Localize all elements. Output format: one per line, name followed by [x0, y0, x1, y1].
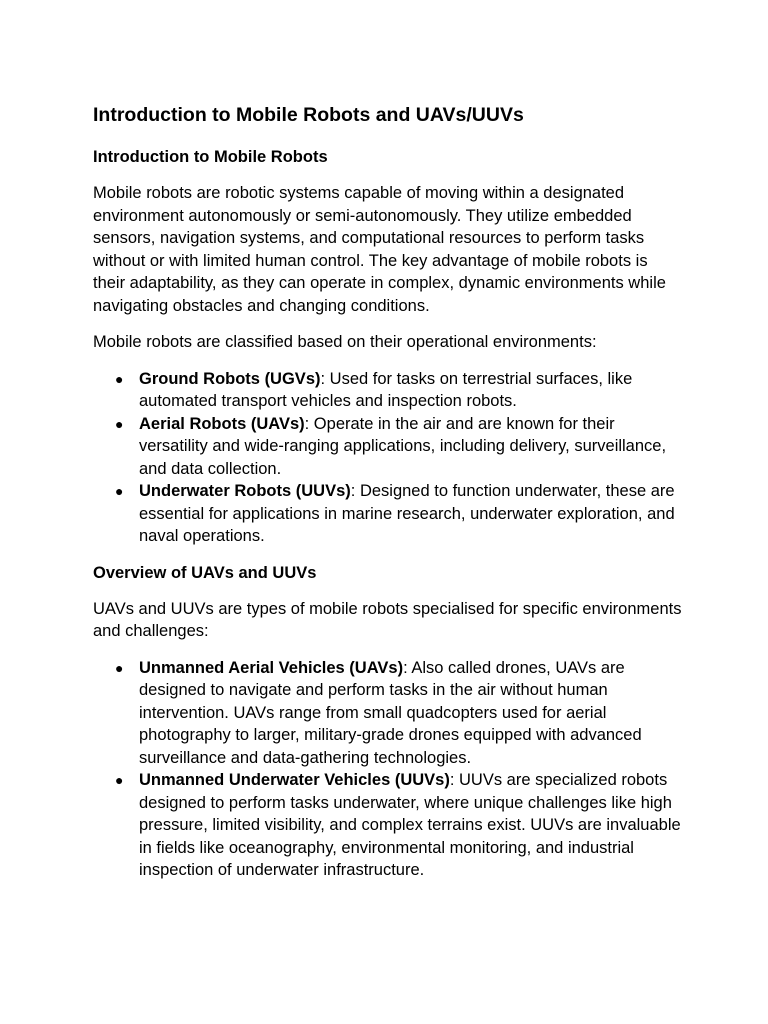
list-item-text: : Also called drones, UAVs are designed to navigate and perform tasks in the air without human intervention. UAVs range from small quadcopters used for aerial photography to larger, military-grade drones equipped with advanced surveillance and data-gathering technologies. — [139, 658, 642, 767]
robot-types-list — [93, 368, 683, 548]
list-item-term: Unmanned Underwater Vehicles (UUVs) — [139, 771, 450, 789]
bullet-icon: ● — [115, 659, 124, 676]
bullet-icon: ● — [115, 483, 124, 499]
list-item-text: : Operate in the air and are known for their versatility and wide-ranging applications, including delivery, surveillance, and data collection. — [139, 414, 667, 478]
list-item — [93, 657, 683, 770]
list-item — [93, 413, 683, 481]
bullet-icon: ● — [115, 370, 124, 387]
list-item — [93, 769, 683, 882]
overview-paragraph: UAVs and UUVs are types of mobile robots specialised for specific environments and challenges: — [93, 599, 682, 640]
list-item-term: Underwater Robots (UUVs) — [139, 482, 351, 500]
list-item-term: Ground Robots (UGVs) — [139, 369, 321, 388]
list-item-term: Unmanned Aerial Vehicles (UAVs) — [139, 658, 404, 677]
vehicle-types-list — [93, 657, 683, 882]
intro-paragraph: Mobile robots are robotic systems capable of moving within a designated environment autonomously or semi-autonomously. They utilize embedded sensors, navigation systems, and computational resources to perform tasks without or with limited human control. The key advantage of mobile robots is their adaptability, as they can operate in complex, dynamic environments while navigating obstacles and changing conditions. — [93, 184, 666, 315]
document-title: Introduction to Mobile Robots and UAVs/UUVs — [93, 104, 524, 126]
bullet-icon: ● — [115, 772, 124, 788]
section-heading-overview: Overview of UAVs and UUVs — [93, 563, 317, 582]
list-item-term: Aerial Robots (UAVs) — [139, 414, 305, 433]
document-page — [93, 100, 683, 896]
classification-paragraph: Mobile robots are classified based on their operational environments: — [93, 333, 597, 351]
list-item-text: : UUVs are specialized robots designed to perform tasks underwater, where unique challenges like high pressure, limited visibility, and complex terrains exist. UUVs are invaluable in fields like oceanography, environmental monitoring, and industrial inspection of underwater infrastructure. — [139, 771, 681, 879]
list-item-text: : Designed to function underwater, these are essential for applications in marine research, underwater exploration, and naval operations. — [139, 482, 675, 545]
list-item — [93, 480, 683, 548]
list-item-text: : Used for tasks on terrestrial surfaces, like automated transport vehicles and inspection robots. — [139, 369, 633, 410]
bullet-icon: ● — [115, 415, 124, 432]
section-heading-intro: Introduction to Mobile Robots — [93, 148, 328, 166]
list-item — [93, 368, 683, 413]
